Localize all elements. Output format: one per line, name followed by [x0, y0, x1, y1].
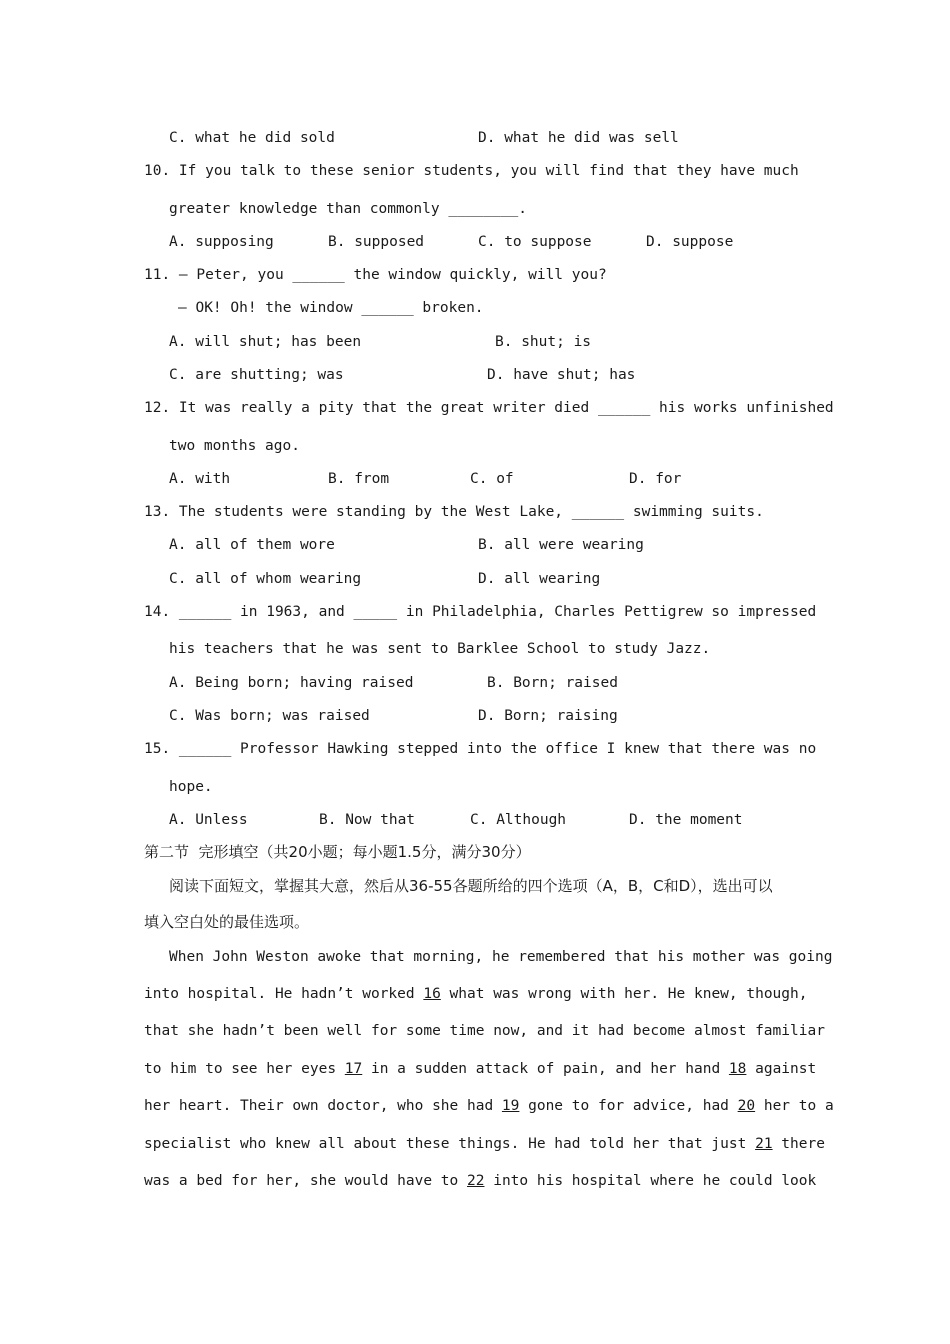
q15-stem-line1: 15. ______ Professor Hawking stepped into the office I knew that there was no — [144, 741, 817, 757]
passage-line: into hospital. He hadn’t worked 16 what was wrong with her. He knew, though, — [144, 986, 808, 1002]
passage-line: to him to see her eyes 17 in a sudden attack of pain, and her hand 18 against — [144, 1061, 817, 1077]
q15-option-a: A. Unless — [169, 812, 248, 828]
blank-18: 18 — [728, 1061, 747, 1077]
q11-option-b: B. shut; is — [495, 334, 592, 350]
q15-option-c: C. Although — [470, 812, 567, 828]
blank-22: 22 — [467, 1173, 485, 1189]
q10-stem-line2: greater knowledge than commonly ________. — [169, 201, 527, 217]
q11-option-a: A. will shut; has been — [169, 334, 362, 350]
q10-option-d: D. suppose — [646, 234, 734, 250]
q15-option-d: D. the moment — [629, 812, 743, 828]
q12-stem-line2: two months ago. — [169, 438, 300, 454]
q14-option-b: B. Born; raised — [487, 675, 618, 691]
q13-option-a: A. all of them wore — [169, 537, 335, 553]
q12-stem-line1: 12. It was really a pity that the great writer died ______ his works unfinished — [144, 400, 834, 416]
passage-line: was a bed for her, she would have to 22 into his hospital where he could look — [144, 1173, 817, 1189]
q11-stem-line1: 11. — Peter, you ______ the window quickly, will you? — [144, 267, 607, 283]
section2-heading: 第二节 完形填空（共20小题；每小题1.5分，满分30分） — [144, 843, 531, 861]
q9-option-d: D. what he did was sell — [478, 130, 679, 146]
q14-option-a: A. Being born; having raised — [169, 675, 414, 691]
q11-stem-line2: — OK! Oh! the window ______ broken. — [178, 300, 484, 316]
blank-17: 17 — [344, 1061, 363, 1077]
q11-option-c: C. are shutting; was — [169, 367, 344, 383]
q12-option-b: B. from — [328, 471, 390, 487]
q10-option-c: C. to suppose — [478, 234, 592, 250]
blank-19: 19 — [501, 1098, 520, 1114]
q12-option-d: D. for — [629, 471, 682, 487]
q11-option-d: D. have shut; has — [487, 367, 636, 383]
q14-option-c: C. Was born; was raised — [169, 708, 370, 724]
q12-option-a: A. with — [169, 471, 231, 487]
q13-option-c: C. all of whom wearing — [169, 571, 362, 587]
q9-option-c: C. what he did sold — [169, 130, 335, 146]
q12-option-c: C. of — [470, 471, 514, 487]
passage-line: When John Weston awoke that morning, he remembered that his mother was going — [169, 949, 833, 965]
passage-line: specialist who knew all about these things. He had told her that just 21 there — [144, 1136, 825, 1152]
section2-instructions-line1: 阅读下面短文，掌握其大意，然后从36-55各题所给的四个选项（A，B，C和D），选出可以 — [169, 877, 773, 895]
q13-option-b: B. all were wearing — [478, 537, 644, 553]
q14-stem-line1: 14. ______ in 1963, and _____ in Philadelphia, Charles Pettigrew so impressed — [144, 604, 817, 620]
passage-line: her heart. Their own doctor, who she had 19 gone to for advice, had 20 her to a — [144, 1098, 834, 1114]
passage-line: that she hadn’t been well for some time now, and it had become almost familiar — [144, 1023, 825, 1039]
q15-stem-line2: hope. — [169, 779, 213, 795]
q10-stem-line1: 10. If you talk to these senior students, you will find that they have much — [144, 163, 799, 179]
blank-21: 21 — [755, 1136, 773, 1152]
q10-option-b: B. supposed — [328, 234, 425, 250]
blank-16: 16 — [423, 986, 441, 1002]
q10-option-a: A. supposing — [169, 234, 274, 250]
q13-stem-line1: 13. The students were standing by the West Lake, ______ swimming suits. — [144, 504, 764, 520]
section2-instructions-line2: 填入空白处的最佳选项。 — [144, 913, 310, 931]
q14-option-d: D. Born; raising — [478, 708, 618, 724]
q13-option-d: D. all wearing — [478, 571, 601, 587]
q14-stem-line2: his teachers that he was sent to Barklee School to study Jazz. — [169, 641, 711, 657]
q15-option-b: B. Now that — [319, 812, 416, 828]
blank-20: 20 — [737, 1098, 756, 1114]
